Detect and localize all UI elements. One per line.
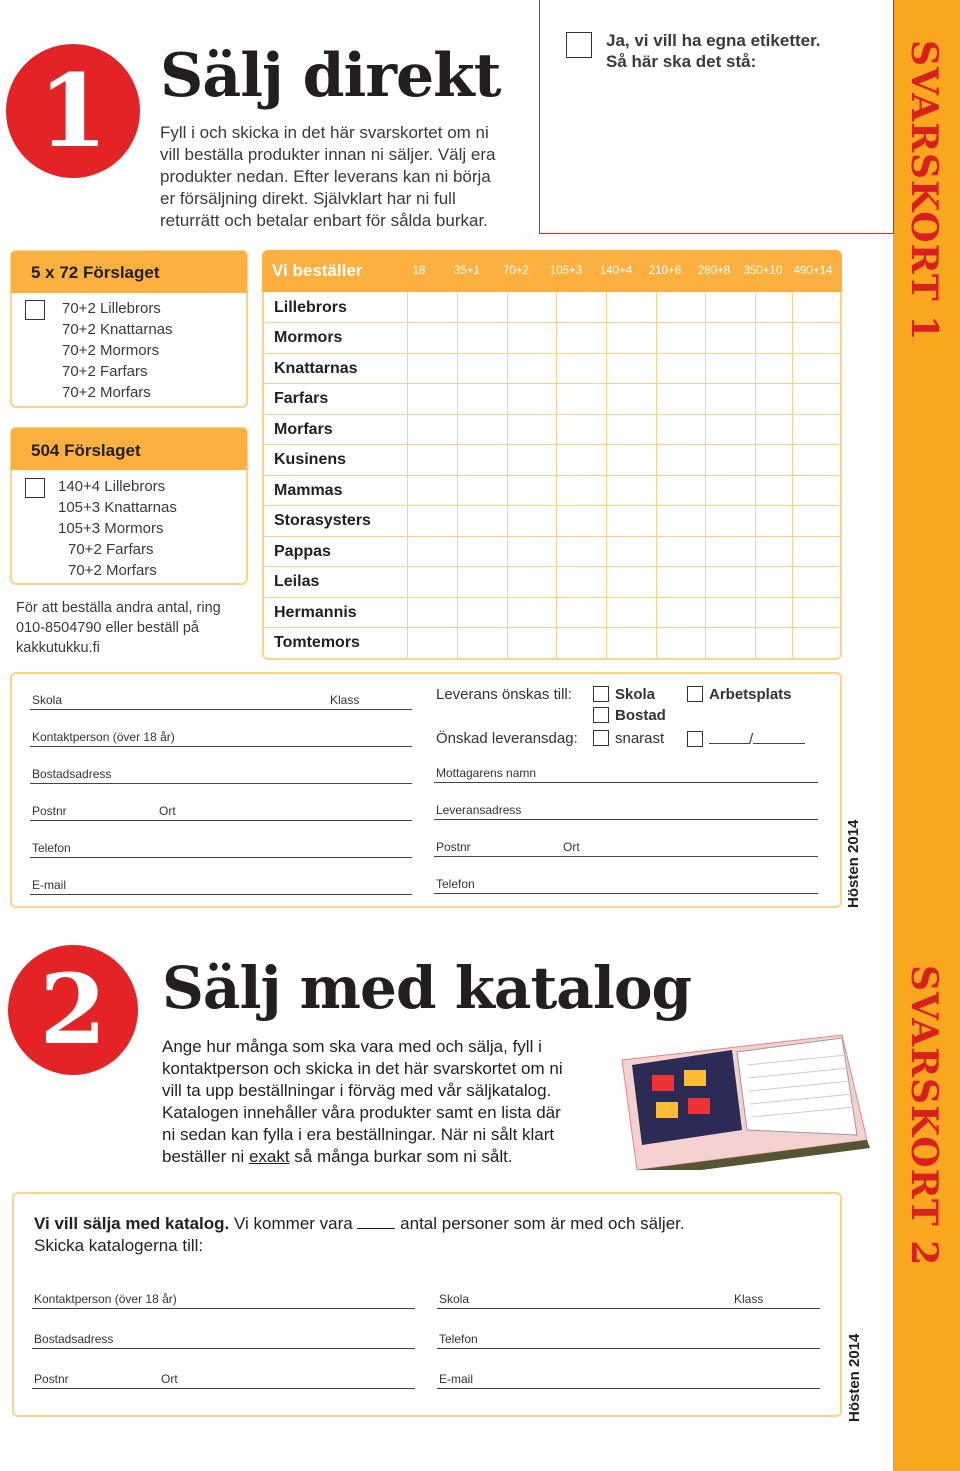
telefon2-label: Telefon — [436, 877, 475, 891]
kontakt-field[interactable] — [30, 746, 412, 747]
postnr-label: Postnr — [32, 804, 67, 818]
telefon2-field[interactable] — [434, 893, 818, 894]
product-name: Mormors — [274, 329, 343, 346]
skola-field[interactable] — [30, 709, 412, 710]
product-name: Knattarnas — [274, 360, 358, 377]
col-header: 70+2 — [503, 265, 529, 277]
package-1-list: 70+2 Lillebrors 70+2 Knattarnas 70+2 Mormors 70+2 Farfars 70+2 Morfars — [62, 300, 173, 401]
leveransadress-field[interactable] — [434, 819, 818, 820]
opt-date[interactable]: / — [687, 730, 805, 748]
order-grid-header — [262, 250, 842, 292]
package-2-checkbox[interactable] — [25, 478, 45, 498]
telefon-field[interactable] — [30, 857, 412, 858]
step-1-badge: 1 — [6, 44, 140, 178]
section-2-intro: Ange hur många som ska vara med och sälja, fyll i kontaktperson och skicka in det här svarskortet om ni vill ta upp beställningar i förväg med vår säljkatalog. Katalogen innehåller våra produkter samt en lista där ni sedan kan fylla i era beställningar. När ni sålt klart beställer ni exakt så många burkar som ni sålt. — [162, 1037, 563, 1166]
adress2-label: Bostadsadress — [34, 1332, 114, 1346]
leveransadress-label: Leveransadress — [436, 803, 522, 817]
svarskort-1-label: SVARSKORT 1 — [903, 40, 945, 342]
section-2-title: Sälj med katalog — [162, 954, 692, 1022]
product-name: Mammas — [274, 482, 343, 499]
order-grid-title: Vi beställer — [272, 261, 363, 280]
antal-field[interactable] — [357, 1215, 395, 1229]
other-amount-note: För att beställa andra antal, ring 010-8504790 eller beställ på kakkutukku.fi — [16, 600, 221, 656]
opt-arbetsplats[interactable]: Arbetsplats — [687, 686, 792, 703]
product-name: Morfars — [274, 421, 333, 438]
email2-label: E-mail — [439, 1372, 474, 1386]
step-2-badge: 2 — [8, 945, 138, 1075]
postnr3-label: Postnr — [34, 1372, 69, 1386]
product-name: Storasysters — [274, 512, 371, 529]
telefon3-label: Telefon — [439, 1332, 478, 1346]
custom-label-checkbox[interactable] — [566, 32, 592, 58]
adress-label: Bostadsadress — [32, 767, 112, 781]
svarskort-2-label: SVARSKORT 2 — [903, 965, 945, 1267]
product-name: Pappas — [274, 543, 331, 560]
email-field[interactable] — [30, 894, 412, 895]
checkbox-icon — [687, 686, 703, 702]
product-name: Lillebrors — [274, 299, 347, 316]
checkbox-icon — [593, 730, 609, 746]
product-name: Kusinens — [274, 451, 347, 468]
send-to-label: Skicka katalogerna till: — [34, 1236, 204, 1255]
klass2-label: Klass — [734, 1292, 764, 1306]
skola2-label: Skola — [439, 1292, 470, 1306]
skola-label: Skola — [32, 693, 63, 707]
telefon-label: Telefon — [32, 841, 71, 855]
order-grid[interactable] — [262, 292, 842, 660]
opt-skola[interactable]: Skola — [593, 686, 655, 703]
ort3-label: Ort — [161, 1372, 178, 1386]
product-name: Leilas — [274, 573, 320, 590]
col-header: 35+1 — [454, 265, 480, 277]
season-label-1: Hösten 2014 — [845, 819, 862, 908]
col-header: 210+6 — [648, 265, 682, 277]
col-header: 490+14 — [793, 265, 833, 277]
email-label: E-mail — [32, 878, 67, 892]
ort-label: Ort — [159, 804, 176, 818]
package-2-list: 140+4 Lillebrors 105+3 Knattarnas 105+3 Mormors 70+2 Farfars 70+2 Morfars — [58, 478, 177, 579]
section-1-title: Sälj direkt — [160, 41, 501, 111]
package-2-title: 504 Förslaget — [11, 428, 247, 470]
adress-field[interactable] — [30, 783, 412, 784]
contact-form-1 — [10, 672, 842, 908]
postnr2-label: Postnr — [436, 840, 471, 854]
section-1-intro: Fyll i och skicka in det här svarskortet om ni vill beställa produkter innan ni säljer. Välj era produkter nedan. Efter leverans kan ni börja er försäljning direkt. Självklart har ni full returrätt och betalar enbart för sålda burkar. — [160, 123, 496, 230]
telefon3-field[interactable] — [437, 1348, 820, 1349]
kontakt-label: Kontaktperson (över 18 år) — [32, 730, 175, 744]
postnr-field[interactable] — [30, 820, 412, 821]
postnr3-field[interactable] — [32, 1388, 415, 1389]
checkbox-icon — [593, 707, 609, 723]
product-name: Hermannis — [274, 604, 357, 621]
opt-bostad[interactable]: Bostad — [593, 707, 666, 724]
catalog-illustration — [592, 1030, 872, 1170]
checkbox-icon — [593, 686, 609, 702]
custom-label-text: Ja, vi vill ha egna etiketter. Så här ska det stå: — [606, 31, 821, 71]
col-header: 140+4 — [599, 265, 633, 277]
col-header: 350+10 — [743, 265, 783, 277]
product-name: Farfars — [274, 390, 329, 407]
email2-field[interactable] — [437, 1388, 820, 1389]
catalog-count-line: Vi vill sälja med katalog. Vi kommer vara antal personer som är med och säljer. — [34, 1214, 685, 1233]
adress2-field[interactable] — [32, 1348, 415, 1349]
klass-label: Klass — [330, 693, 360, 707]
product-name: Tomtemors — [274, 634, 360, 651]
package-1-checkbox[interactable] — [25, 300, 45, 320]
season-label-2: Hösten 2014 — [846, 1333, 863, 1422]
datum-label: Önskad leveransdag: — [436, 730, 578, 747]
kontakt2-label: Kontaktperson (över 18 år) — [34, 1292, 177, 1306]
package-1-title: 5 x 72 Förslaget — [11, 251, 247, 293]
postnr2-field[interactable] — [434, 856, 818, 857]
mottagare-label: Mottagarens namn — [436, 766, 537, 780]
mottagare-field[interactable] — [434, 782, 818, 783]
col-header: 105+3 — [549, 265, 583, 277]
skola2-field[interactable] — [437, 1308, 820, 1309]
leverans-label: Leverans önskas till: — [436, 686, 572, 703]
col-header: 280+8 — [697, 265, 731, 277]
col-header: 18 — [412, 265, 426, 277]
ort2-label: Ort — [563, 840, 580, 854]
opt-snarast[interactable]: snarast — [593, 730, 664, 747]
checkbox-icon — [687, 731, 703, 747]
kontakt2-field[interactable] — [32, 1308, 415, 1309]
